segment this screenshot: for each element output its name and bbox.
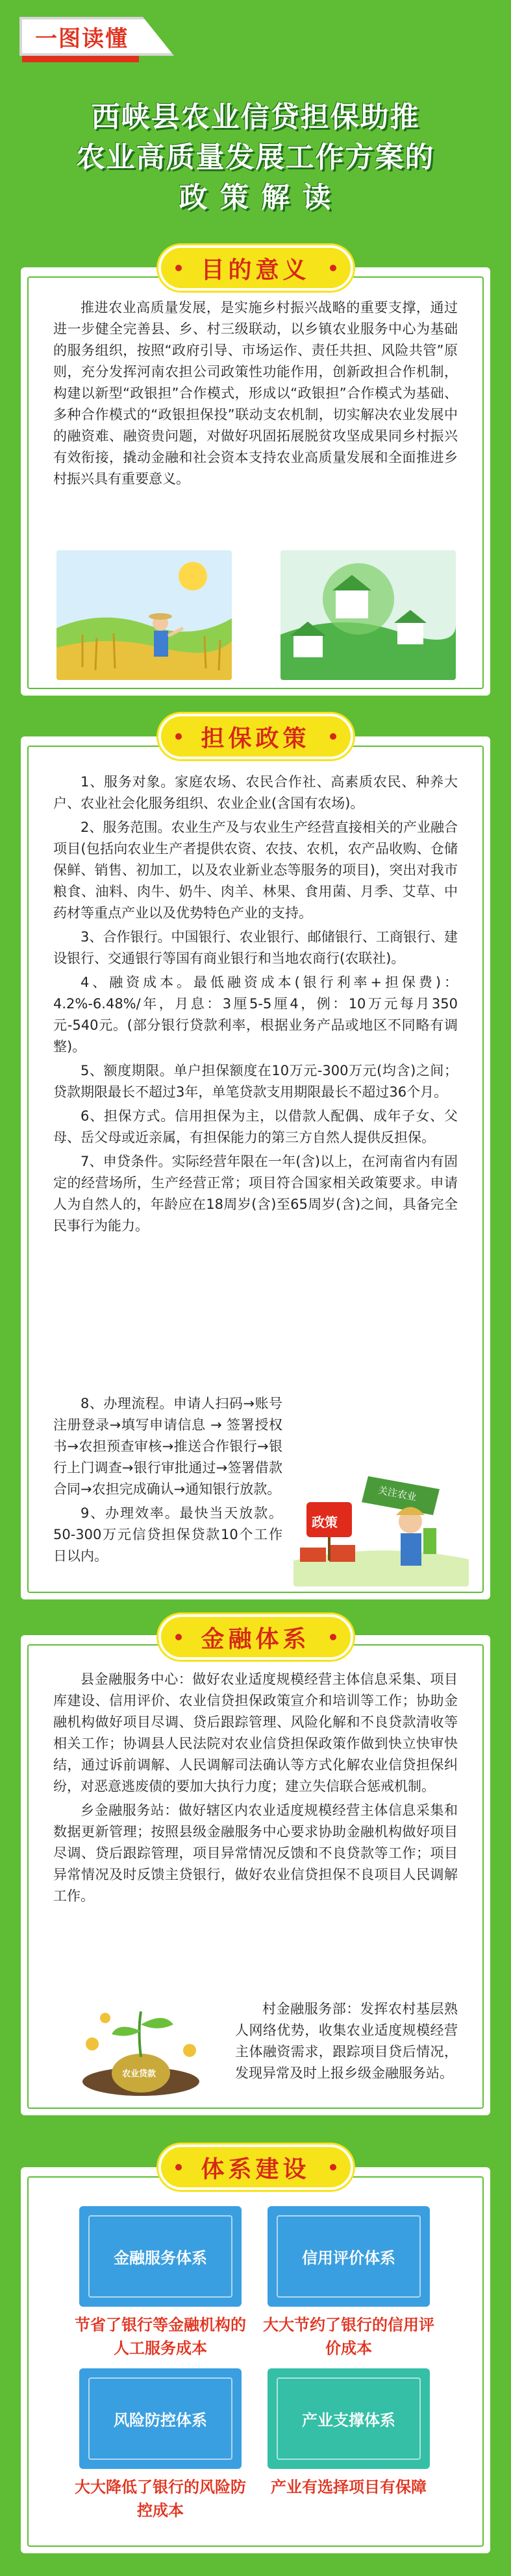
card-credit-evaluation (268, 2206, 430, 2307)
card-finance-service-caption: 节省了银行等金融机构的人工服务成本 (75, 2316, 246, 2357)
policy-sign-text: 政策 (312, 1514, 338, 1530)
tag-label: 一图读懂 (35, 25, 129, 52)
policy-item-5: 5、额度期限。单户担保额度在10万元-300万元(均含)之间；贷款期限最长不超过3年，单笔贷款支用期限最长不超过36个月。 (53, 1063, 458, 1100)
section-guarantee-policy (21, 736, 490, 1599)
section-heading-system: 体系建设 (158, 2145, 353, 2190)
section-system-building (21, 2167, 490, 2553)
tag-corner-cut (143, 17, 174, 56)
card-risk-control-caption: 大大降低了银行的风险防控成本 (75, 2478, 246, 2520)
policy-item-6: 6、担保方式。信用担保为主，以借款人配偶、成年子女、父母、岳父母或近亲属，有担保能力的第三方自然人提供反担保。 (53, 1108, 458, 1145)
tag-underline (22, 56, 139, 62)
finance-county-center: 县金融服务中心：做好农业适度规模经营主体信息采集、项目库建设、信用评价、农业信贷担保政策宣介和培训等工作；协助金融机构做好项目尽调、贷后跟踪管理、风险化解和不良贷款清收等相关工作；协调县人民法院对农业信贷担保政策作做到快立快审快结，通过诉前调解、人民调解司法确认等方式化解农业信贷担保纠纷，对恶意逃废债的要加大执行力度；建立失信联合惩戒机制。 (53, 1671, 458, 1794)
section-purpose (21, 267, 490, 696)
section-heading-purpose: 目的意义 (158, 245, 353, 291)
finance-village-dept: 村金融服务部：发挥农村基层熟人网络优势，收集农业适度规模经营主体融资需求，跟踪项目贷后情况，发现异常及时上报乡级金融服务站。 (235, 2001, 458, 2081)
section-heading-policy: 担保政策 (158, 714, 353, 759)
policy-text-narrow (53, 1393, 282, 1570)
title-line-1: 西峡县农业信贷担保助推 (91, 101, 420, 134)
card-finance-service-title: 金融服务体系 (114, 2249, 207, 2267)
village-houses-image (280, 550, 456, 680)
policy-item-7: 7、申贷条件。实际经营年限在一年(含)以上，在河南省内有固定的经营场所，生产经营正常；项目符合国家相关政策要求。申请人为自然人的，年龄应在18周岁(含)至65周岁(含)之间，具备完全民事行为能力。 (53, 1154, 458, 1233)
money-plant-label: 农业贷款 (122, 2069, 156, 2079)
finance-text-narrow (235, 1999, 458, 2087)
page-title (0, 97, 511, 218)
section-finance-system (21, 1635, 490, 2115)
card-credit-evaluation-caption: 大大节约了银行的信用评价成本 (263, 2316, 434, 2357)
policy-farmer-illustration (293, 1450, 469, 1586)
card-risk-control-title: 风险防控体系 (114, 2411, 207, 2429)
policy-item-1: 1、服务对象。家庭农场、农民合作社、高素质农民、种养大户、农业社会化服务组织、农业企业(含国有农场)。 (53, 774, 458, 811)
policy-text (53, 772, 458, 1239)
title-line-2: 农业高质量发展工作方案的 (76, 141, 435, 174)
money-plant-illustration (66, 1999, 216, 2102)
top-tag (19, 17, 174, 56)
policy-item-2: 2、服务范围。农业生产及与农业生产经营直接相关的产业融合项目(包括向农业生产者提供农资、农技、农机，农产品收购、仓储保鲜、销售、初加工，以及农业新业态等服务的项目)，突出对我市粮食、油料、肉牛、奶牛、肉羊、林果、食用菌、月季、艾草、中药材等重点产业以及优势特色产业的支持。 (53, 820, 458, 921)
purpose-text (53, 297, 458, 492)
policy-item-4: 4、融资成本。最低融资成本(银行利率+担保费)：4.2%-6.48%/年，月息：3厘5-5厘4，例：10万元每月350元-540元。(部分银行贷款利率，根据业务产品或地区不同略有调整)。 (53, 975, 458, 1054)
section-heading-finance: 金融体系 (158, 1614, 353, 1660)
policy-item-8: 8、办理流程。申请人扫码→账号注册登录→填写申请信息 → 签署授权书→农担预查审核→推送合作银行→银行上门调查→银行审批通过→签署借款合同→农担完成确认→通知银行放款。 (53, 1396, 282, 1497)
finance-text (53, 1669, 458, 1910)
field-farmer-image (56, 550, 232, 680)
card-industry-support-caption: 产业有选择项目有保障 (271, 2478, 427, 2496)
card-risk-control (79, 2368, 242, 2469)
title-line-3: 政 策 解 读 (179, 181, 332, 214)
policy-item-9: 9、办理效率。最快当天放款。50-300万元信贷担保贷款10个工作日以内。 (53, 1505, 282, 1564)
card-credit-evaluation-title: 信用评价体系 (302, 2249, 395, 2267)
policy-banner-text: 关注农业 (377, 1484, 418, 1503)
card-industry-support-title: 产业支撑体系 (302, 2411, 395, 2429)
policy-item-3: 3、合作银行。中国银行、农业银行、邮储银行、工商银行、建设银行、交通银行等国有商业银行和当地农商行(农联社)。 (53, 929, 458, 966)
card-finance-service (79, 2206, 242, 2307)
purpose-paragraph: 推进农业高质量发展，是实施乡村振兴战略的重要支撑，通过进一步健全完善县、乡、村三级联动，以乡镇农业服务中心为基础的服务组织，按照“政府引导、市场运作、责任共担、风险共管”原则，充分发挥河南农担公司政策性功能作用，创新政担合作机制，构建以新型“政银担”合作模式，形成以“政银担”合作模式为基础、多种合作模式的“政银担保投”联动支农机制，切实解决农业发展中的融资难、融资贵问题，对做好巩固拓展脱贫攻坚成果同乡村振兴有效衔接，撬动金融和社会资本支持农业高质量发展和全面推进乡村振兴具有重要意义。 (53, 300, 458, 487)
card-industry-support (268, 2368, 430, 2469)
finance-township-station: 乡金融服务站：做好辖区内农业适度规模经营主体信息采集和数据更新管理；按照县级金融服务中心要求协助金融机构做好项目尽调、贷后跟踪管理，项目异常情况反馈和不良贷款等工作；项目异常情况及时反馈主贷银行，做好农业信贷担保不良项目人民调解工作。 (53, 1803, 458, 1904)
